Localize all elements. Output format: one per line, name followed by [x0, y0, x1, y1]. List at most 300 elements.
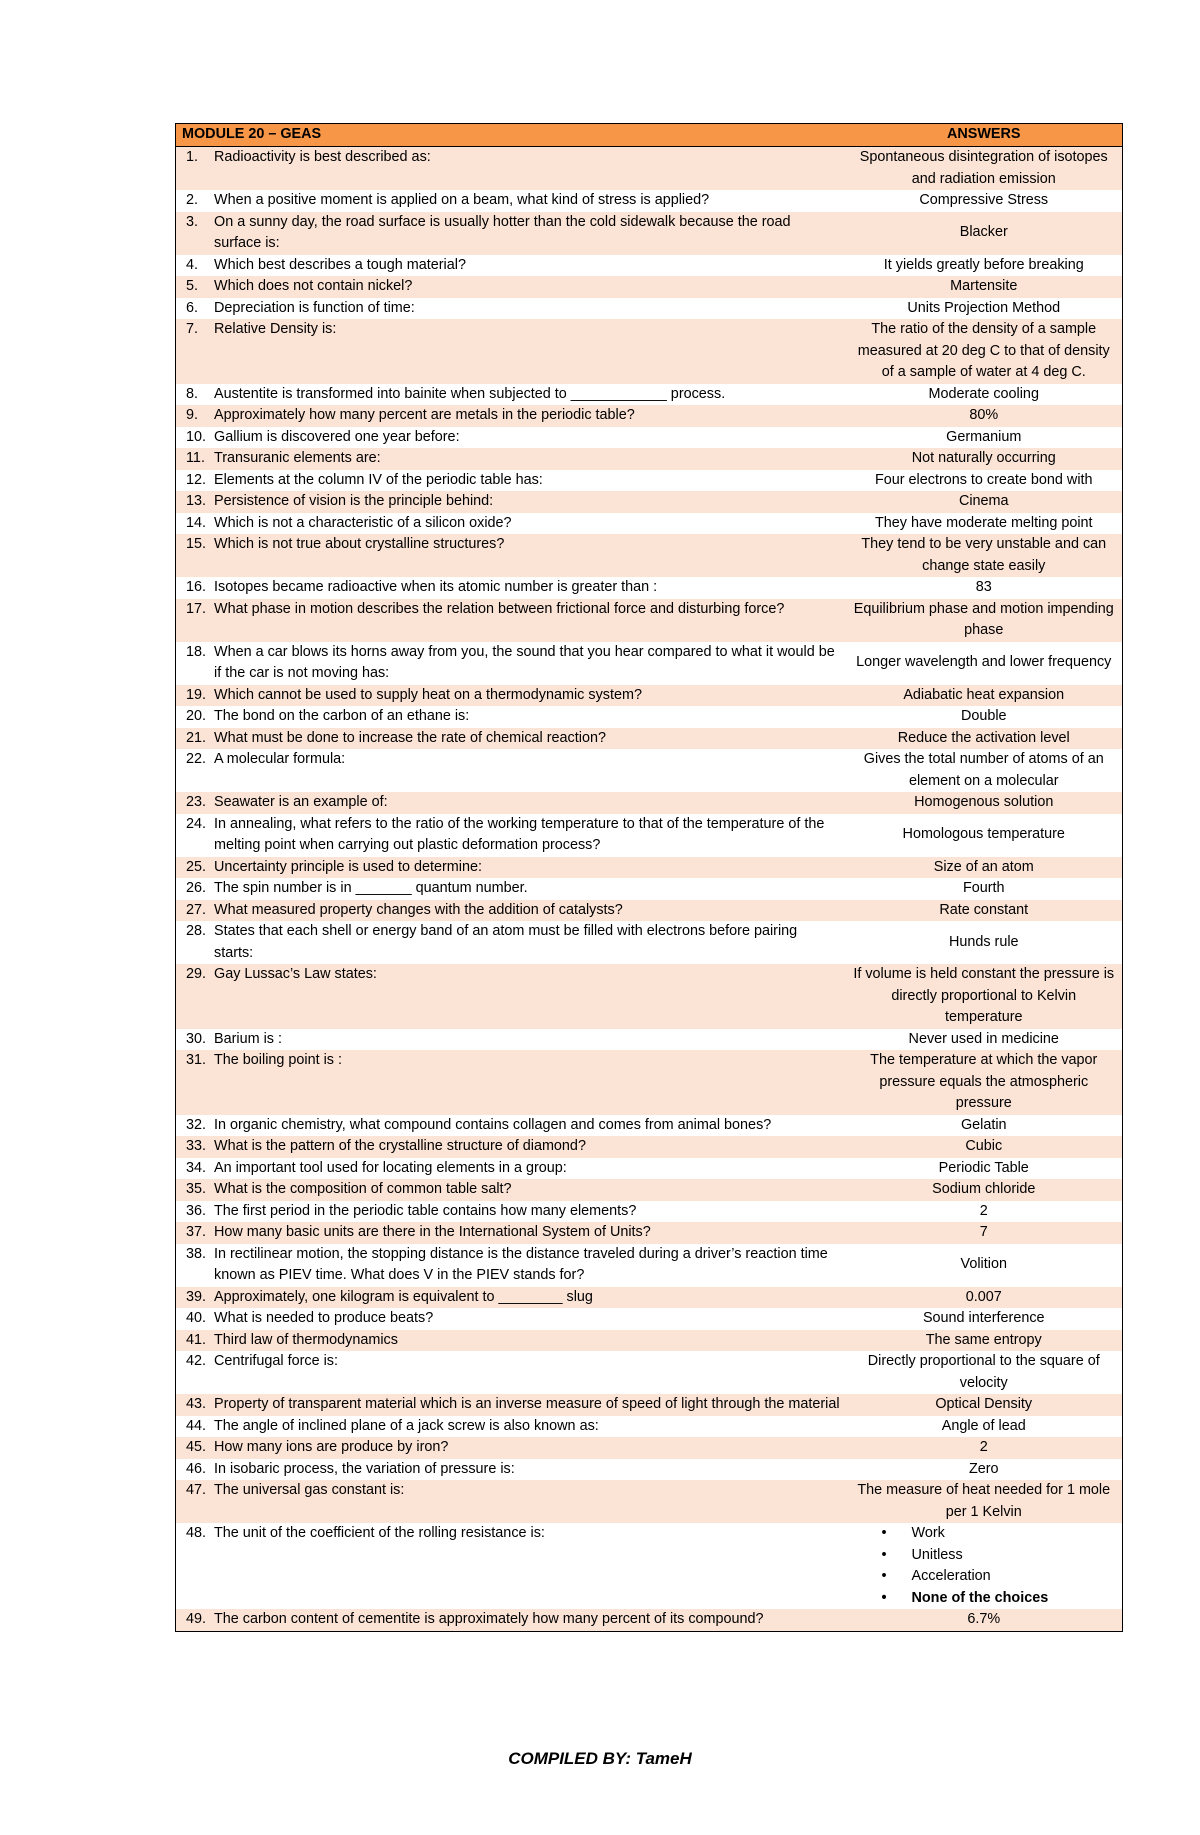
question-number: 17. — [186, 600, 207, 617]
question-text: Property of transparent material which is an inverse measure of speed of light through the material — [214, 1396, 840, 1412]
table-row — [176, 427, 1123, 449]
question-cell — [176, 1459, 846, 1481]
answer-cell — [846, 1244, 1123, 1287]
table-row — [176, 900, 1123, 922]
question-cell — [176, 1394, 846, 1416]
answer-cell — [846, 1523, 1123, 1609]
table-row — [176, 749, 1123, 792]
answer-choice: • Acceleration — [912, 1566, 1117, 1588]
answer-choice: • Unitless — [912, 1545, 1117, 1567]
table-header-row — [176, 124, 1123, 147]
question-text: Radioactivity is best described as: — [214, 149, 431, 165]
question-number: 14. — [186, 514, 207, 531]
question-cell — [176, 857, 846, 879]
question-cell — [176, 1416, 846, 1438]
answer-text: 6.7% — [967, 1611, 1001, 1627]
answer-cell — [846, 1394, 1123, 1416]
answer-cell — [846, 190, 1123, 212]
question-text: Seawater is an example of: — [214, 794, 388, 810]
question-text: In annealing, what refers to the ratio of the working temperature to that of the temperature of the melting point when carrying out plastic deformation process? — [214, 815, 825, 853]
question-text: Uncertainty principle is used to determine: — [214, 858, 482, 875]
table-row — [176, 814, 1123, 857]
answer-cell — [846, 1416, 1123, 1438]
question-text: Transuranic elements are: — [214, 450, 381, 466]
question-number: 19. — [186, 686, 207, 703]
answer-cell — [846, 384, 1123, 406]
question-number: 33. — [186, 1138, 207, 1154]
qa-table — [175, 123, 1123, 1632]
answer-cell — [846, 706, 1123, 728]
answer-text: Germanium — [946, 428, 1022, 445]
question-number: 2. — [186, 192, 199, 208]
table-row — [176, 921, 1123, 964]
question-text: The spin number is in _______ quantum number. — [214, 880, 528, 896]
table-row — [176, 792, 1123, 814]
question-cell — [176, 212, 846, 255]
answer-text: Gives the total number of atoms of an element on a molecular — [863, 751, 1104, 789]
question-number: 25. — [186, 858, 207, 875]
question-number: 34. — [186, 1159, 207, 1176]
table-row — [176, 599, 1123, 642]
question-cell — [176, 534, 846, 577]
question-number: 47. — [186, 1482, 207, 1498]
question-text: States that each shell or energy band of an atom must be filled with electrons before pairing starts: — [214, 923, 798, 961]
answer-text: Homogenous solution — [914, 794, 1054, 810]
answer-cell — [846, 1287, 1123, 1309]
answer-cell — [846, 857, 1123, 879]
answer-text: Optical Density — [935, 1396, 1033, 1412]
answer-text: Rate constant — [939, 901, 1029, 918]
question-cell — [176, 1330, 846, 1352]
answer-text: 2 — [979, 1202, 988, 1219]
question-text: Which best describes a tough material? — [214, 256, 466, 273]
answer-cell — [846, 1437, 1123, 1459]
answer-text: Moderate cooling — [928, 385, 1039, 402]
question-number: 11. — [186, 450, 205, 466]
question-text: How many basic units are there in the International System of Units? — [214, 1224, 651, 1240]
answer-cell — [846, 534, 1123, 577]
question-text: Elements at the column IV of the periodic table has: — [214, 471, 543, 488]
answer-text: Never used in medicine — [908, 1030, 1059, 1047]
question-cell — [176, 384, 846, 406]
question-text: The unit of the coefficient of the rolling resistance is: — [214, 1525, 545, 1541]
question-cell — [176, 1158, 846, 1180]
question-text: Approximately, one kilogram is equivalent to ________ slug — [214, 1288, 593, 1305]
answer-cell — [846, 319, 1123, 384]
table-row — [176, 685, 1123, 707]
table-row — [176, 384, 1123, 406]
question-cell — [176, 1222, 846, 1244]
question-number: 21. — [186, 729, 207, 746]
answer-text: Directly proportional to the square of velocity — [867, 1353, 1100, 1391]
question-number: 8. — [186, 385, 199, 402]
answer-cell — [846, 814, 1123, 857]
question-number: 35. — [186, 1181, 207, 1197]
question-cell — [176, 147, 846, 191]
question-number: 32. — [186, 1116, 207, 1133]
question-text: Austentite is transformed into bainite when subjected to ____________ process. — [214, 385, 726, 402]
answer-cell — [846, 405, 1123, 427]
table-row — [176, 577, 1123, 599]
answer-text: Four electrons to create bond with — [874, 471, 1093, 488]
table-row — [176, 1201, 1123, 1223]
answer-cell — [846, 577, 1123, 599]
table-row — [176, 1609, 1123, 1631]
table-row — [176, 212, 1123, 255]
question-cell — [176, 1029, 846, 1051]
question-text: How many ions are produce by iron? — [214, 1439, 449, 1455]
answer-cell — [846, 900, 1123, 922]
answer-text: Reduce the activation level — [897, 729, 1070, 746]
answer-cell — [846, 1201, 1123, 1223]
answer-cell — [846, 1029, 1123, 1051]
table-row — [176, 1330, 1123, 1352]
answer-cell — [846, 1222, 1123, 1244]
table-row — [176, 298, 1123, 320]
question-cell — [176, 448, 846, 470]
table-row — [176, 1222, 1123, 1244]
answer-cell — [846, 1050, 1123, 1115]
answer-cell — [846, 1136, 1123, 1158]
table-row — [176, 728, 1123, 750]
question-number: 5. — [186, 278, 199, 294]
table-row — [176, 878, 1123, 900]
table-row — [176, 1394, 1123, 1416]
question-number: 38. — [186, 1245, 207, 1262]
table-row — [176, 319, 1123, 384]
question-cell — [176, 706, 846, 728]
answer-cell — [846, 1480, 1123, 1523]
answer-cell — [846, 1179, 1123, 1201]
question-cell — [176, 577, 846, 599]
table-row — [176, 706, 1123, 728]
answer-text: 83 — [975, 579, 992, 595]
answer-choices-list — [852, 1523, 1117, 1609]
question-cell — [176, 900, 846, 922]
answer-text: The ratio of the density of a sample measured at 20 deg C to that of density of a sample of water at 4 deg C. — [857, 321, 1110, 380]
question-cell — [176, 427, 846, 449]
answer-text: Spontaneous disintegration of isotopes and radiation emission — [859, 149, 1108, 187]
answer-cell — [846, 212, 1123, 255]
table-row — [176, 1029, 1123, 1051]
question-number: 44. — [186, 1417, 207, 1434]
answer-text: It yields greatly before breaking — [883, 256, 1084, 273]
answer-text: Longer wavelength and lower frequency — [856, 654, 1112, 671]
table-row — [176, 1416, 1123, 1438]
question-cell — [176, 1351, 846, 1394]
question-text: Which is not true about crystalline structures? — [214, 536, 505, 552]
question-text: On a sunny day, the road surface is usually hotter than the cold sidewalk because the road surface is: — [214, 213, 791, 251]
question-text: The carbon content of cementite is approximately how many percent of its compound? — [214, 1611, 764, 1627]
question-text: Depreciation is function of time: — [214, 299, 415, 316]
answer-text: Homologous temperature — [902, 826, 1065, 843]
question-cell — [176, 1136, 846, 1158]
answer-cell — [846, 964, 1123, 1029]
answer-cell — [846, 878, 1123, 900]
table-row — [176, 534, 1123, 577]
question-number: 28. — [186, 923, 207, 939]
answer-text: Blacker — [959, 224, 1008, 241]
question-cell — [176, 1201, 846, 1223]
question-text: Centrifugal force is: — [214, 1353, 338, 1369]
question-number: 20. — [186, 708, 207, 724]
answer-text: They tend to be very unstable and can change state easily — [861, 536, 1107, 574]
question-number: 30. — [186, 1030, 207, 1047]
question-number: 23. — [186, 794, 207, 810]
table-row — [176, 1179, 1123, 1201]
table-row — [176, 513, 1123, 535]
question-cell — [176, 276, 846, 298]
compiled-by: COMPILED BY: TameH — [508, 1749, 692, 1768]
question-text: The bond on the carbon of an ethane is: — [214, 708, 470, 724]
question-text: An important tool used for locating elements in a group: — [214, 1159, 567, 1176]
question-cell — [176, 319, 846, 384]
question-number: 7. — [186, 321, 199, 337]
answer-text: The same entropy — [925, 1331, 1042, 1348]
question-number: 13. — [186, 493, 207, 509]
question-number: 45. — [186, 1439, 207, 1455]
answer-text: Double — [960, 708, 1007, 724]
answer-text: Cinema — [958, 493, 1009, 509]
answer-cell — [846, 1330, 1123, 1352]
table-row — [176, 448, 1123, 470]
answer-cell — [846, 298, 1123, 320]
answer-cell — [846, 1609, 1123, 1631]
question-number: 22. — [186, 751, 207, 767]
table-row — [176, 964, 1123, 1029]
question-text: Approximately how many percent are metals in the periodic table? — [214, 407, 635, 423]
question-number: 12. — [186, 471, 207, 488]
question-cell — [176, 964, 846, 1029]
question-number: 37. — [186, 1224, 207, 1240]
question-number: 18. — [186, 643, 207, 660]
question-number: 42. — [186, 1353, 207, 1369]
question-text: Isotopes became radioactive when its atomic number is greater than : — [214, 579, 658, 595]
answer-text: Periodic Table — [938, 1159, 1029, 1176]
question-number: 3. — [186, 213, 199, 230]
table-row — [176, 190, 1123, 212]
table-row — [176, 405, 1123, 427]
question-cell — [176, 599, 846, 642]
answer-text: Sound interference — [922, 1310, 1045, 1326]
answer-text: Hunds rule — [948, 933, 1019, 950]
question-cell — [176, 491, 846, 513]
question-text: Which is not a characteristic of a silicon oxide? — [214, 514, 512, 531]
question-text: What measured property changes with the addition of catalysts? — [214, 901, 623, 918]
question-text: A molecular formula: — [214, 751, 346, 767]
answer-cell — [846, 276, 1123, 298]
question-number: 29. — [186, 966, 207, 982]
question-text: What is the pattern of the crystalline structure of diamond? — [214, 1138, 586, 1154]
question-number: 41. — [186, 1331, 207, 1348]
table-row — [176, 1523, 1123, 1609]
question-text: Third law of thermodynamics — [214, 1331, 398, 1348]
answer-text: Units Projection Method — [907, 299, 1061, 316]
answer-text: Fourth — [962, 880, 1005, 896]
question-cell — [176, 921, 846, 964]
question-cell — [176, 298, 846, 320]
question-text: Relative Density is: — [214, 321, 337, 337]
table-row — [176, 1244, 1123, 1287]
answer-cell — [846, 1308, 1123, 1330]
question-cell — [176, 792, 846, 814]
question-cell — [176, 814, 846, 857]
table-row — [176, 276, 1123, 298]
question-number: 43. — [186, 1396, 207, 1412]
question-number: 9. — [186, 407, 199, 423]
question-cell — [176, 685, 846, 707]
question-text: The first period in the periodic table contains how many elements? — [214, 1202, 637, 1219]
question-text: Which cannot be used to supply heat on a thermodynamic system? — [214, 686, 642, 703]
question-text: What must be done to increase the rate of chemical reaction? — [214, 729, 606, 746]
table-row — [176, 470, 1123, 492]
answer-cell — [846, 513, 1123, 535]
question-text: Gay Lussac’s Law states: — [214, 966, 377, 982]
question-cell — [176, 1609, 846, 1631]
answer-cell — [846, 1459, 1123, 1481]
answer-text: They have moderate melting point — [874, 514, 1093, 531]
question-text: What is the composition of common table salt? — [214, 1181, 512, 1197]
question-cell — [176, 728, 846, 750]
question-text: When a car blows its horns away from you, the sound that you hear compared to what it would be if the car is not moving has: — [214, 643, 835, 681]
answer-cell — [846, 255, 1123, 277]
question-cell — [176, 1115, 846, 1137]
question-cell — [176, 1437, 846, 1459]
answer-text: If volume is held constant the pressure is directly proportional to Kelvin temperature — [853, 966, 1115, 1025]
table-row — [176, 1115, 1123, 1137]
question-text: Which does not contain nickel? — [214, 278, 413, 294]
answer-text: Gelatin — [960, 1116, 1007, 1133]
question-text: Gallium is discovered one year before: — [214, 428, 460, 445]
answer-text: The measure of heat needed for 1 mole per 1 Kelvin — [857, 1482, 1111, 1520]
question-cell — [176, 1480, 846, 1523]
answer-text: Sodium chloride — [932, 1181, 1036, 1197]
question-number: 4. — [186, 256, 199, 273]
answer-choice: • Work — [912, 1523, 1117, 1545]
answer-cell — [846, 921, 1123, 964]
answer-text: Angle of lead — [941, 1417, 1026, 1434]
answer-text: Equilibrium phase and motion impending phase — [853, 600, 1114, 638]
question-cell — [176, 1244, 846, 1287]
question-text: The boiling point is : — [214, 1052, 342, 1068]
question-cell — [176, 1523, 846, 1609]
question-number: 36. — [186, 1202, 207, 1219]
answer-text: Compressive Stress — [919, 192, 1049, 208]
answer-text: Cubic — [965, 1138, 1003, 1154]
question-number: 39. — [186, 1288, 207, 1305]
question-number: 49. — [186, 1611, 207, 1627]
question-number: 15. — [186, 536, 207, 552]
answer-text: 80% — [969, 407, 999, 423]
answer-cell — [846, 685, 1123, 707]
question-text: What is needed to produce beats? — [214, 1310, 434, 1326]
answer-cell — [846, 1158, 1123, 1180]
answer-cell — [846, 1351, 1123, 1394]
answer-cell — [846, 470, 1123, 492]
question-number: 46. — [186, 1460, 207, 1477]
question-number: 10. — [186, 428, 207, 445]
question-text: In organic chemistry, what compound contains collagen and comes from animal bones? — [214, 1116, 772, 1133]
answers-header: ANSWERS — [846, 124, 1123, 147]
answer-cell — [846, 147, 1123, 191]
question-number: 26. — [186, 880, 207, 896]
answer-cell — [846, 427, 1123, 449]
answer-cell — [846, 642, 1123, 685]
question-number: 6. — [186, 299, 199, 316]
table-row — [176, 1351, 1123, 1394]
question-text: In isobaric process, the variation of pressure is: — [214, 1460, 515, 1477]
answer-text: 7 — [979, 1224, 988, 1240]
question-number: 27. — [186, 901, 207, 918]
table-row — [176, 1287, 1123, 1309]
table-row — [176, 857, 1123, 879]
question-cell — [176, 190, 846, 212]
question-text: When a positive moment is applied on a beam, what kind of stress is applied? — [214, 192, 710, 208]
answer-choice: • None of the choices — [912, 1588, 1117, 1610]
question-cell — [176, 642, 846, 685]
answer-cell — [846, 599, 1123, 642]
question-cell — [176, 1308, 846, 1330]
answer-text: 2 — [979, 1439, 988, 1455]
question-text: Persistence of vision is the principle behind: — [214, 493, 494, 509]
module-title: MODULE 20 – GEAS — [176, 124, 846, 147]
question-text: The angle of inclined plane of a jack screw is also known as: — [214, 1417, 599, 1434]
question-number: 24. — [186, 815, 207, 832]
question-cell — [176, 878, 846, 900]
table-row — [176, 1480, 1123, 1523]
question-cell — [176, 405, 846, 427]
question-cell — [176, 1179, 846, 1201]
answer-cell — [846, 728, 1123, 750]
answer-text: The temperature at which the vapor pressure equals the atmospheric pressure — [870, 1052, 1098, 1111]
answer-cell — [846, 749, 1123, 792]
question-cell — [176, 1287, 846, 1309]
answer-text: Size of an atom — [933, 858, 1034, 875]
table-row — [176, 1050, 1123, 1115]
table-row — [176, 491, 1123, 513]
question-text: Barium is : — [214, 1030, 282, 1047]
table-row — [176, 1437, 1123, 1459]
question-text: In rectilinear motion, the stopping distance is the distance traveled during a driver’s reaction time known as PIEV time. What does V in the PIEV stands for? — [214, 1245, 828, 1283]
answer-cell — [846, 448, 1123, 470]
question-number: 1. — [186, 149, 199, 165]
question-cell — [176, 1050, 846, 1115]
question-cell — [176, 470, 846, 492]
answer-text: 0.007 — [965, 1288, 1002, 1305]
question-number: 48. — [186, 1525, 207, 1541]
question-text: The universal gas constant is: — [214, 1482, 405, 1498]
answer-cell — [846, 491, 1123, 513]
question-text: What phase in motion describes the relation between frictional force and disturbing force? — [214, 600, 785, 617]
question-cell — [176, 749, 846, 792]
answer-cell — [846, 792, 1123, 814]
question-number: 16. — [186, 579, 207, 595]
question-cell — [176, 513, 846, 535]
table-row — [176, 147, 1123, 191]
table-row — [176, 1308, 1123, 1330]
answer-text: Zero — [968, 1460, 999, 1477]
table-row — [176, 1136, 1123, 1158]
answer-text: Adiabatic heat expansion — [903, 686, 1065, 703]
answer-cell — [846, 1115, 1123, 1137]
answer-text: Martensite — [950, 278, 1018, 294]
table-row — [176, 642, 1123, 685]
answer-text: Not naturally occurring — [911, 450, 1056, 466]
question-number: 40. — [186, 1310, 207, 1326]
table-row — [176, 1158, 1123, 1180]
table-row — [176, 255, 1123, 277]
question-cell — [176, 255, 846, 277]
